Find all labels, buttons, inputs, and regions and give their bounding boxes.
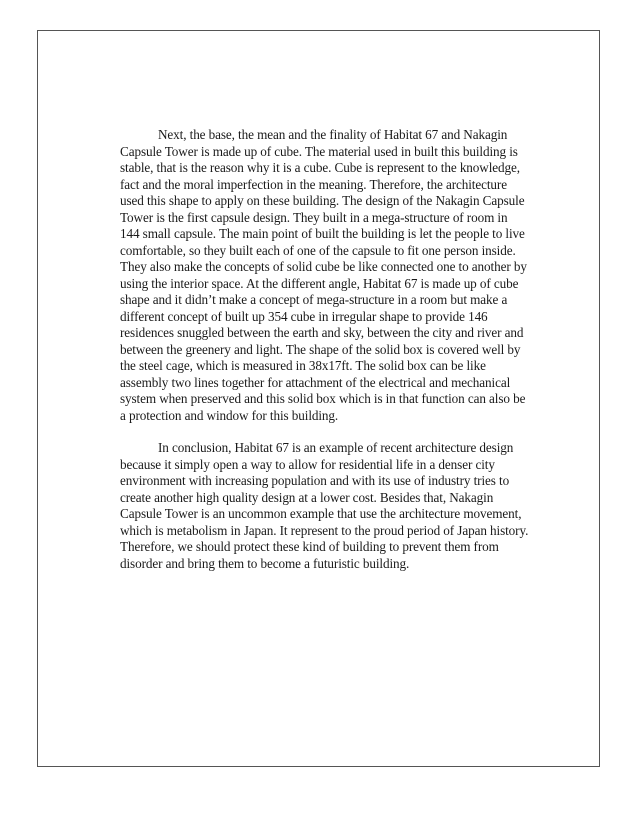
paragraph-1: Next, the base, the mean and the finality of Habitat 67 and Nakagin Capsule Tower is made up of cube. The material used in built this building is stable, that is the reason why it is a cube. Cube is represent to the knowledge, fact and the moral imperfection in the meaning. Therefore, the architecture used this shape to apply on these building. The design of the Nakagin Capsule Tower is the first capsule design. They built in a mega-structure of room in 144 small capsule. The main point of built the building is let the people to live comfortable, so they built each of one of the capsule to fit one person inside. They also make the concepts of solid cube be like connected one to another by using the interior space. At the different angle, Habitat 67 is made up of cube shape and it didn’t make a concept of mega-structure in a room but make a different concept of built up 354 cube in irregular shape to provide 146 residences snuggled between the earth and sky, between the city and river and between the greenery and light. The shape of the solid box is covered well by the steel cage, which is measured in 38x17ft. The solid box can be like assembly two lines together for attachment of the electrical and mechanical system when preserved and this solid box which is in that function can also be a protection and window for this building. xyxy=(120,127,527,423)
document-page xyxy=(37,30,600,767)
body-text xyxy=(120,127,530,572)
paragraph-2: In conclusion, Habitat 67 is an example of recent architecture design because it simply open a way to allow for residential life in a denser city environment with increasing population and with its use of industry tries to create another high quality design at a lower cost. Besides that, Nakagin Capsule Tower is an uncommon example that use the architecture movement, which is metabolism in Japan. It represent to the proud period of Japan history. Therefore, we should protect these kind of building to prevent them from disorder and bring them to become a futuristic building. xyxy=(120,440,529,571)
